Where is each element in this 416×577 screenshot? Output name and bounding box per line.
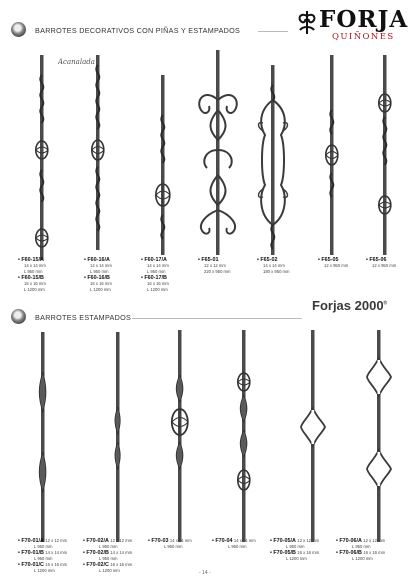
item-label xyxy=(141,257,169,293)
item-code: • F70-06/B xyxy=(336,550,362,556)
publisher-name: Forjas 2000 xyxy=(312,298,384,313)
item-size: 14 x 14 mm xyxy=(169,538,192,543)
item-label xyxy=(366,257,396,269)
item-spec: 14 x 14 mm xyxy=(24,263,46,268)
bar-F70-05 xyxy=(298,330,328,542)
section-bullet-icon xyxy=(11,22,26,37)
item-length: L 950 mm xyxy=(34,556,53,561)
section-title: BARROTES ESTAMPADOS xyxy=(35,313,132,322)
item-length: L 950 mm xyxy=(164,544,183,549)
bar-F70-01 xyxy=(33,332,53,542)
item-length: L 950 mm xyxy=(228,544,247,549)
section-title: BARROTES DECORATIVOS CON PIÑAS Y ESTAMPADOS xyxy=(35,26,241,35)
bar-F65-02 xyxy=(255,65,291,255)
item-spec: L 1200 mm xyxy=(147,287,168,292)
item-length: L 950 mm xyxy=(352,544,371,549)
item-code: • F70-02/C xyxy=(83,562,109,568)
item-code: • F70-01/C xyxy=(18,562,44,568)
item-length: L 1200 mm xyxy=(99,568,120,573)
item-size: 16 x 16 mm xyxy=(363,550,386,555)
item-size: 14 x 14 mm xyxy=(45,550,68,555)
item-spec: 12 x 12 mm xyxy=(204,263,226,268)
section-divider xyxy=(132,318,302,319)
item-label xyxy=(18,538,67,574)
bar-F70-02 xyxy=(108,332,128,542)
bar-F70-04 xyxy=(232,330,256,542)
item-label xyxy=(257,257,290,275)
page-number: - 14 - xyxy=(199,570,211,576)
bar-F60-15 xyxy=(32,55,52,260)
item-length: L 1200 mm xyxy=(34,568,55,573)
item-size: 12 x 12 mm xyxy=(45,538,68,543)
item-label xyxy=(212,538,256,550)
brand-name: FORJA xyxy=(319,6,409,33)
item-code: • F70-02/A xyxy=(83,538,109,544)
item-spec: 14 x 14 mm xyxy=(90,263,112,268)
item-code: • F60-16/A xyxy=(84,257,112,263)
item-length: L 950 mm xyxy=(99,556,118,561)
item-spec: L 1200 mm xyxy=(24,287,45,292)
item-code: • F60-17/A xyxy=(141,257,169,263)
item-code: • F70-02/B xyxy=(83,550,109,556)
publisher-logo xyxy=(312,298,387,313)
item-size: 12 x 12 mm xyxy=(110,538,133,543)
item-spec: 16 x 16 mm xyxy=(24,281,46,286)
item-code: • F70-05/B xyxy=(270,550,296,556)
item-spec: 16 x 16 mm xyxy=(90,281,112,286)
item-spec: 220 x 950 mm xyxy=(204,269,231,274)
item-code: • F65-01 xyxy=(198,257,231,263)
bar-F65-05 xyxy=(322,55,342,255)
item-code: • F70-05/A xyxy=(270,538,296,544)
item-length: L 1200 mm xyxy=(286,556,307,561)
item-label xyxy=(83,538,132,574)
bar-F60-16 xyxy=(88,55,108,250)
brand-subname: QUIÑONES xyxy=(332,32,395,42)
item-code: • F70-04 xyxy=(212,538,232,544)
section-bullet-icon xyxy=(11,309,26,324)
fleur-ornament-icon xyxy=(294,8,320,36)
item-length: L 950 mm xyxy=(34,544,53,549)
item-code: • F70-01/A xyxy=(18,538,44,544)
item-code: • F65-05 xyxy=(318,257,348,263)
brand-logo xyxy=(294,4,412,48)
item-spec: 12 x 950 mm xyxy=(324,263,349,268)
bar-F60-17 xyxy=(153,75,173,255)
item-length: L 1200 mm xyxy=(352,556,373,561)
item-label xyxy=(18,257,46,293)
item-spec: L 950 mm xyxy=(90,269,109,274)
bar-F65-01 xyxy=(193,50,243,255)
item-spec: 12 x 950 mm xyxy=(372,263,397,268)
item-size: 16 x 16 mm xyxy=(297,550,320,555)
item-label xyxy=(84,257,112,293)
item-code: • F65-02 xyxy=(257,257,290,263)
item-code: • F60-16/B xyxy=(84,275,112,281)
item-size: 14 x 14 mm xyxy=(233,538,256,543)
item-code: • F70-01/B xyxy=(18,550,44,556)
item-spec: L 950 mm xyxy=(24,269,43,274)
registered-mark: ® xyxy=(383,300,388,307)
item-code: • F60-15/A xyxy=(18,257,46,263)
item-size: 16 x 16 mm xyxy=(45,562,68,567)
item-length: L 950 mm xyxy=(286,544,305,549)
item-label xyxy=(318,257,348,269)
item-code: • F70-06/A xyxy=(336,538,362,544)
finish-note: Acanalada xyxy=(58,58,95,66)
bar-F70-06 xyxy=(364,330,394,542)
item-label xyxy=(270,538,319,562)
item-label xyxy=(148,538,192,550)
item-spec: 16 x 16 mm xyxy=(147,281,169,286)
item-size: 12 x 12 mm xyxy=(363,538,386,543)
item-spec: L 950 mm xyxy=(147,269,166,274)
item-code: • F70-03 xyxy=(148,538,168,544)
item-size: 12 x 12 mm xyxy=(297,538,320,543)
item-spec: 14 x 14 mm xyxy=(263,263,285,268)
item-spec: 180 x 950 mm xyxy=(263,269,290,274)
item-spec: 14 x 14 mm xyxy=(147,263,169,268)
item-label xyxy=(198,257,231,275)
item-code: • F65-06 xyxy=(366,257,396,263)
bar-F65-06 xyxy=(375,55,395,255)
item-code: • F60-17/B xyxy=(141,275,169,281)
item-code: • F60-15/B xyxy=(18,275,46,281)
bar-F70-03 xyxy=(168,330,192,542)
item-label xyxy=(336,538,385,562)
item-length: L 950 mm xyxy=(99,544,118,549)
item-size: 16 x 16 mm xyxy=(110,562,133,567)
section-divider xyxy=(258,31,288,32)
item-spec: L 1200 mm xyxy=(90,287,111,292)
item-size: 14 x 14 mm xyxy=(110,550,133,555)
